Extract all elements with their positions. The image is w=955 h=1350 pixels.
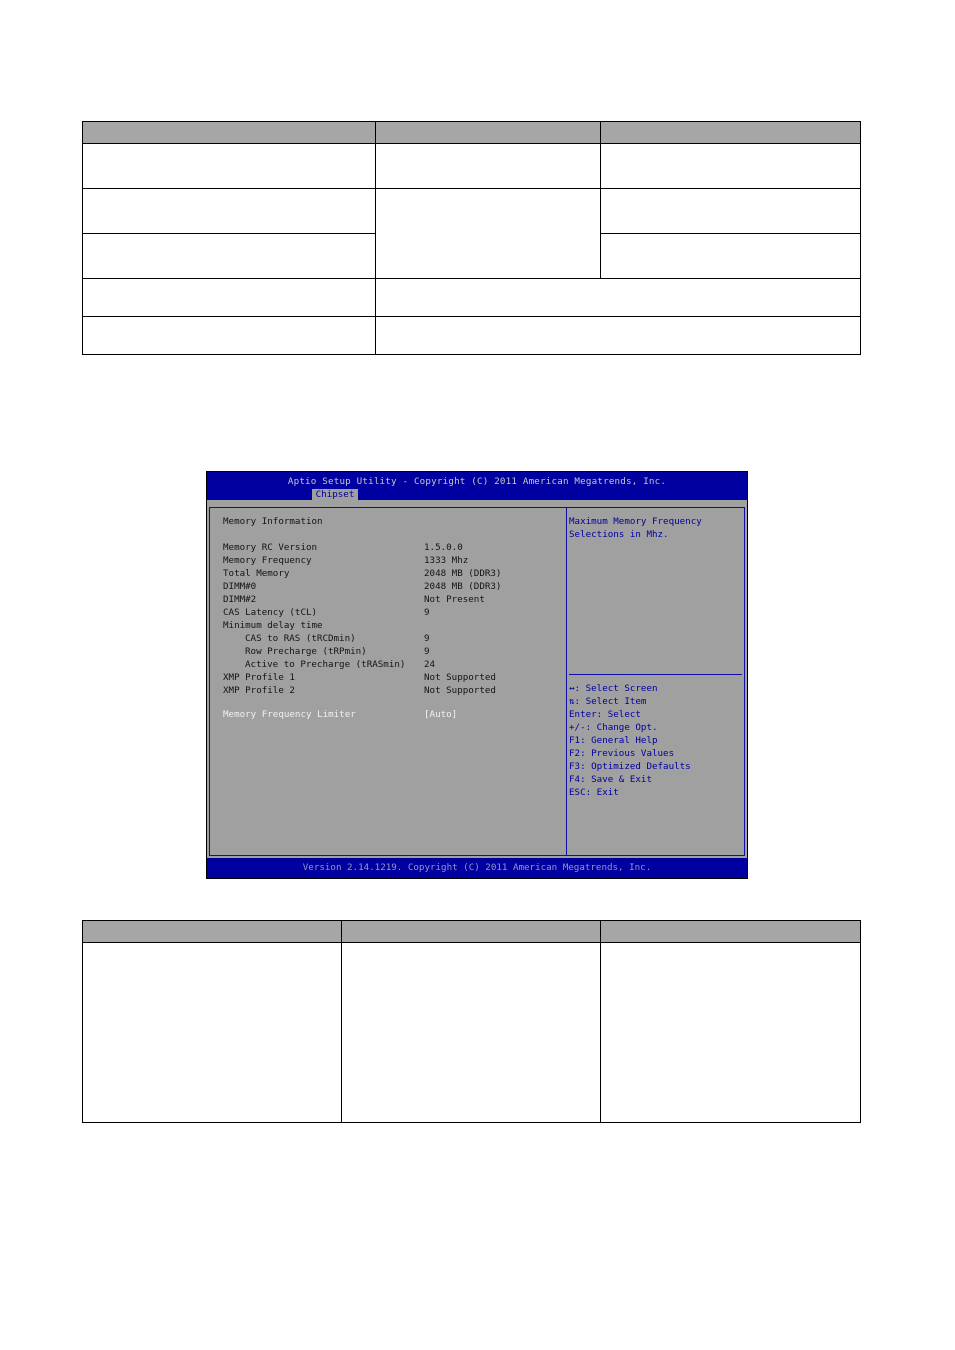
table-header-cell (601, 122, 861, 144)
key-help-line: F2: Previous Values (569, 748, 675, 759)
key-help-line: +/-: Change Opt. (569, 722, 658, 733)
bios-body (207, 500, 747, 858)
table-cell (83, 189, 376, 234)
memory-frequency-limiter-value[interactable]: [Auto] (424, 709, 458, 720)
info-row-value: 9 (424, 646, 430, 657)
table-header-cell (342, 921, 601, 943)
table-cell (601, 144, 861, 189)
info-row-label: Minimum delay time (223, 620, 323, 631)
info-row-label: Memory RC Version (223, 542, 318, 553)
key-help-line: ↔: Select Screen (569, 683, 658, 694)
info-row-value: 2048 MB (DDR3) (424, 581, 502, 592)
info-row-label: Memory Frequency (223, 555, 312, 566)
table-cell (83, 317, 376, 355)
help-text-line: Maximum Memory Frequency (569, 516, 702, 527)
info-row-value: Not Supported (424, 685, 496, 696)
bios-title: Aptio Setup Utility - Copyright (C) 2011 American Megatrends, Inc. (287, 476, 667, 487)
table-cell (376, 189, 601, 279)
table-cell (83, 144, 376, 189)
table-cell (601, 189, 861, 234)
table-header-cell (376, 122, 601, 144)
info-row-value: Not Supported (424, 672, 496, 683)
info-row-label: Active to Precharge (tRASmin) (245, 659, 406, 670)
table-cell (83, 943, 342, 1123)
table-cell (376, 279, 861, 317)
bios-help-panel (566, 507, 745, 856)
key-help-line: F1: General Help (569, 735, 658, 746)
table-cell (601, 943, 861, 1123)
bios-footer-text: Version 2.14.1219. Copyright (C) 2011 American Megatrends, Inc. (302, 862, 652, 873)
table-header-cell (83, 122, 376, 144)
tab-chipset[interactable]: Chipset (312, 489, 358, 500)
table-cell (342, 943, 601, 1123)
table-header-cell (83, 921, 342, 943)
section-heading: Memory Information (223, 516, 323, 527)
info-row-label: CAS to RAS (tRCDmin) (245, 633, 356, 644)
table-cell (601, 234, 861, 279)
info-row-value: 9 (424, 607, 430, 618)
info-row-value: 24 (424, 659, 436, 670)
memory-frequency-limiter-label[interactable]: Memory Frequency Limiter (223, 709, 356, 720)
info-row-label: DIMM#0 (223, 581, 257, 592)
bios-main-panel (209, 507, 567, 856)
key-help-line: ESC: Exit (569, 787, 619, 798)
help-text-line: Selections in Mhz. (569, 529, 669, 540)
key-help-line: Enter: Select (569, 709, 641, 720)
info-row-label: DIMM#2 (223, 594, 257, 605)
info-row-value: 2048 MB (DDR3) (424, 568, 502, 579)
table-cell (376, 144, 601, 189)
info-row-label: CAS Latency (tCL) (223, 607, 318, 618)
info-row-value: 1.5.0.0 (424, 542, 463, 553)
bios-title-bar (207, 472, 747, 500)
info-row-value: Not Present (424, 594, 485, 605)
bios-screenshot (206, 471, 748, 879)
info-row-label: Total Memory (223, 568, 290, 579)
info-row-label: XMP Profile 2 (223, 685, 295, 696)
help-divider (569, 674, 742, 675)
info-row-label: XMP Profile 1 (223, 672, 295, 683)
bottom-table (82, 920, 861, 1123)
top-table (82, 121, 861, 355)
bios-footer (207, 858, 747, 878)
key-help-line: F3: Optimized Defaults (569, 761, 691, 772)
key-help-line: F4: Save & Exit (569, 774, 652, 785)
info-row-label: Row Precharge (tRPmin) (245, 646, 367, 657)
table-cell (376, 317, 861, 355)
info-row-value: 1333 Mhz (424, 555, 469, 566)
table-header-cell (601, 921, 861, 943)
table-cell (83, 234, 376, 279)
key-help-line: ⇅: Select Item (569, 696, 647, 707)
table-cell (83, 279, 376, 317)
info-row-value: 9 (424, 633, 430, 644)
